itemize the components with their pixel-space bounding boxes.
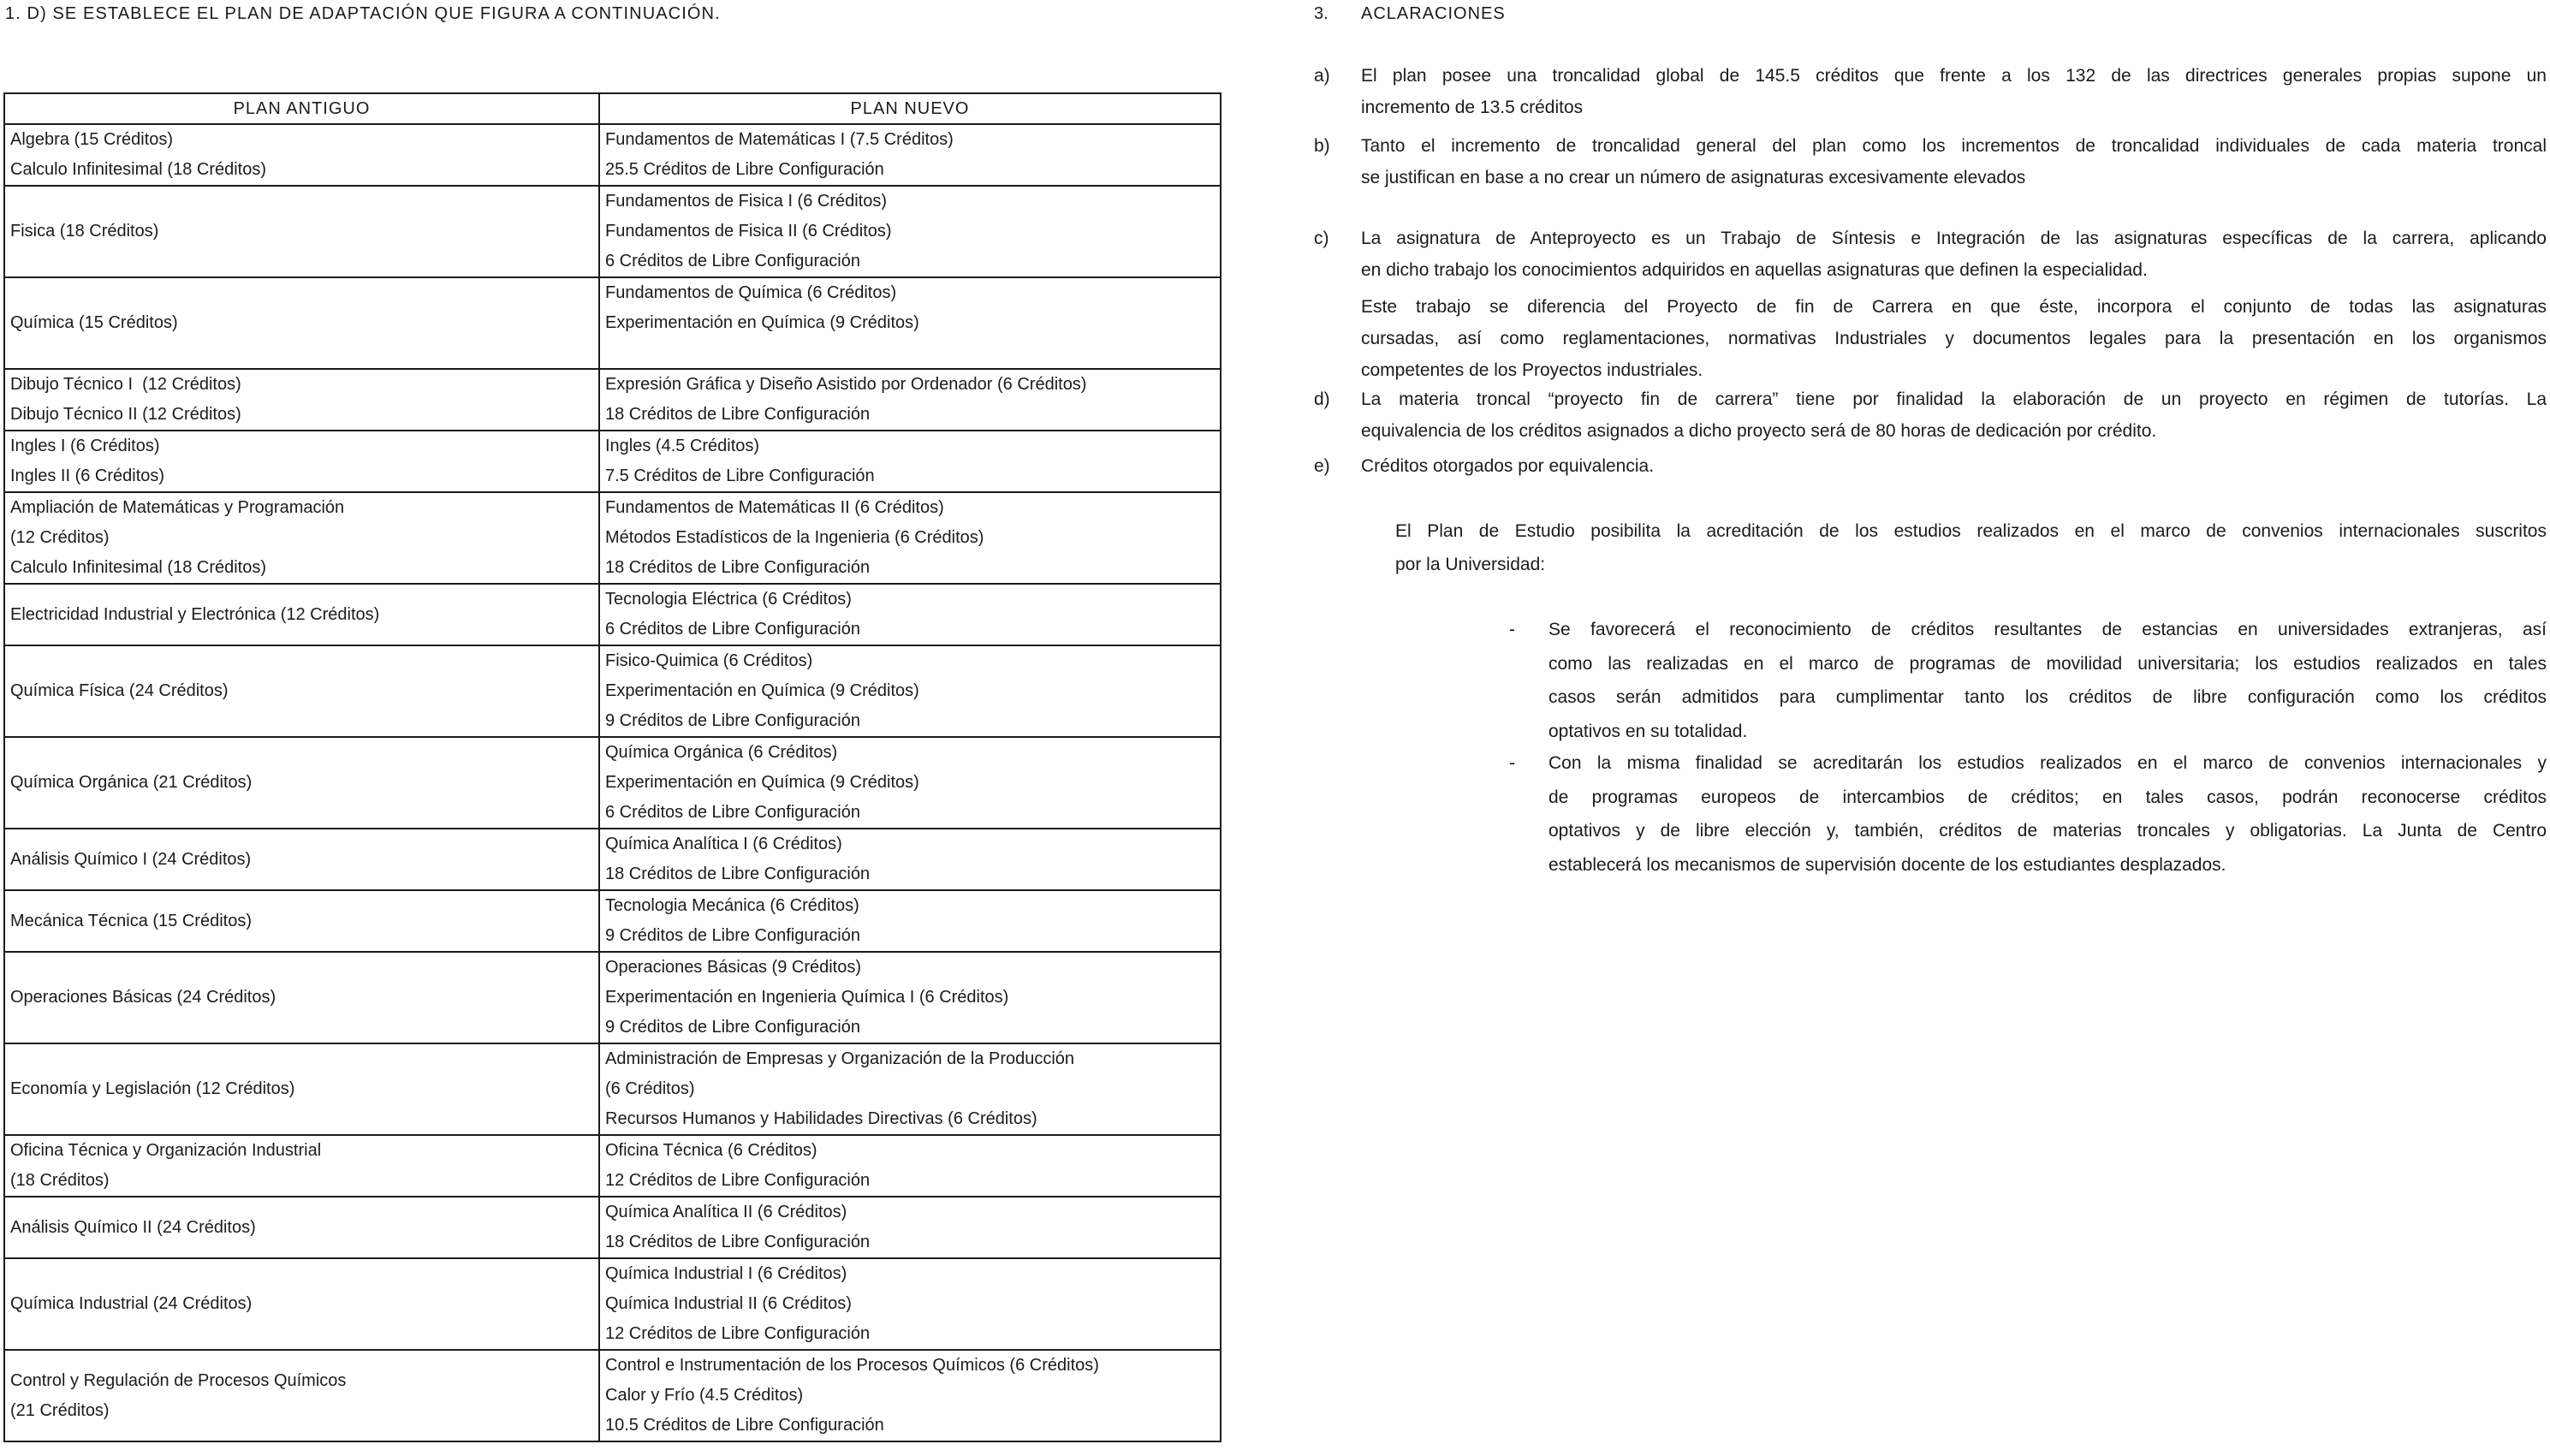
bullet-text — [1548, 746, 2547, 882]
text-line: casos serán admitidos para cumplimentar tanto los créditos de libre configuración como los créditos — [1548, 687, 2547, 707]
new-plan-line: Calor y Frío (4.5 Créditos) — [605, 1386, 804, 1405]
new-plan-line: Química Orgánica (6 Créditos) — [605, 743, 838, 762]
old-plan-cell — [4, 124, 599, 186]
new-plan-line: Administración de Empresas y Organización de la Producción — [605, 1049, 1075, 1068]
text-line: La asignatura de Anteproyecto es un Trabajo de Síntesis e Integración de las asignaturas específicas de la carrera, aplicando — [1361, 229, 2547, 248]
text-line: Se favorecerá el reconocimiento de créditos resultantes de estancias en universidades extranjeras, así — [1548, 620, 2547, 639]
old-plan-line: (18 Créditos) — [10, 1171, 110, 1190]
old-plan-line: Control y Regulación de Procesos Químicos — [10, 1370, 347, 1390]
new-plan-cell — [599, 186, 1221, 277]
new-plan-line: Fundamentos de Química (6 Créditos) — [605, 283, 897, 302]
section-number: 3. — [1314, 4, 1328, 23]
item-text — [1361, 60, 2547, 123]
bullet-marker: - — [1509, 753, 1515, 773]
old-plan-cell — [4, 645, 599, 737]
old-plan-header: PLAN ANTIGUO — [4, 93, 599, 124]
table-row — [4, 492, 1221, 584]
new-plan-line: Fundamentos de Matemáticas II (6 Créditos) — [605, 498, 944, 517]
table-row — [4, 124, 1221, 186]
old-plan-line: Química Orgánica (21 Créditos) — [10, 773, 253, 792]
new-plan-line: Ingles (4.5 Créditos) — [605, 437, 760, 455]
text-line: por la Universidad: — [1395, 555, 1546, 574]
table-row — [4, 584, 1221, 645]
old-plan-line: Ampliación de Matemáticas y Programación — [10, 498, 345, 517]
adaptation-plan-table — [3, 92, 1222, 1442]
new-plan-line: 18 Créditos de Libre Configuración — [605, 558, 871, 577]
new-plan-header: PLAN NUEVO — [599, 93, 1221, 124]
text-line: Créditos otorgados por equivalencia. — [1361, 456, 1655, 476]
text-line: La materia troncal “proyecto fin de carrera” tiene por finalidad la elaboración de un proyecto en régimen de tutorías. La — [1361, 389, 2547, 409]
text-line: optativos y de libre elección y, también, créditos de materias troncales y obligatorias. La Junta de Centro — [1548, 821, 2547, 841]
text-line: equivalencia de los créditos asignados a dicho proyecto será de 80 horas de dedicación por crédito. — [1361, 421, 2157, 441]
adaptation-plan-heading: 1. D) SE ESTABLECE EL PLAN DE ADAPTACIÓN QUE FIGURA A CONTINUACIÓN. — [5, 4, 721, 23]
text-line: Este trabajo se diferencia del Proyecto de fin de Carrera en que éste, incorpora el conjunto de todas las asignaturas — [1361, 297, 2547, 317]
old-plan-cell — [4, 1350, 599, 1441]
table-header — [4, 93, 1221, 124]
old-plan-line: Operaciones Básicas (24 Créditos) — [10, 988, 276, 1007]
new-plan-line: Expresión Gráfica y Diseño Asistido por Ordenador (6 Créditos) — [605, 375, 1087, 394]
new-plan-line: Química Analítica II (6 Créditos) — [605, 1203, 847, 1221]
new-plan-line: 6 Créditos de Libre Configuración — [605, 252, 860, 270]
old-plan-cell — [4, 1043, 599, 1135]
text-line: El Plan de Estudio posibilita la acreditación de los estudios realizados en el marco de convenios internacionales suscritos — [1395, 521, 2547, 541]
new-plan-line: Fundamentos de Fisica I (6 Créditos) — [605, 192, 888, 211]
new-plan-line: 12 Créditos de Libre Configuración — [605, 1171, 871, 1190]
item-text — [1361, 383, 2547, 447]
new-plan-line: 10.5 Créditos de Libre Configuración — [605, 1416, 884, 1435]
new-plan-line: Fisico-Quimica (6 Créditos) — [605, 651, 813, 670]
old-plan-line: Análisis Químico II (24 Créditos) — [10, 1217, 256, 1237]
new-plan-line: 9 Créditos de Libre Configuración — [605, 711, 860, 730]
new-plan-line: (6 Créditos) — [605, 1079, 695, 1098]
text-line: Con la misma finalidad se acreditarán los estudios realizados en el marco de convenios internacionales y — [1548, 753, 2547, 773]
old-plan-line: (21 Créditos) — [10, 1400, 110, 1420]
table-row — [4, 1197, 1221, 1258]
section-title: ACLARACIONES — [1361, 4, 1506, 23]
text-line: se justifican en base a no crear un número de asignaturas excesivamente elevados — [1361, 168, 2026, 187]
table-row — [4, 1043, 1221, 1135]
table-row — [4, 890, 1221, 952]
new-plan-cell — [599, 492, 1221, 584]
old-plan-cell — [4, 431, 599, 492]
old-plan-line: Algebra (15 Créditos) — [10, 130, 174, 149]
old-plan-line: (12 Créditos) — [10, 528, 110, 547]
old-plan-line: Química Física (24 Créditos) — [10, 681, 229, 700]
new-plan-cell — [599, 1197, 1221, 1258]
item-label: a) — [1314, 66, 1330, 86]
old-plan-line: Ingles I (6 Créditos) — [10, 437, 160, 455]
old-plan-cell — [4, 1197, 599, 1258]
table-row — [4, 1135, 1221, 1197]
text-line: Tanto el incremento de troncalidad general del plan como los incrementos de troncalidad individuales de cada materia troncal — [1361, 136, 2547, 156]
item-text — [1361, 223, 2547, 286]
old-plan-line: Calculo Infinitesimal (18 Créditos) — [10, 558, 267, 577]
table-row — [4, 1258, 1221, 1350]
new-plan-cell — [599, 952, 1221, 1043]
new-plan-cell — [599, 277, 1221, 369]
new-plan-line: Recursos Humanos y Habilidades Directivas (6 Créditos) — [605, 1109, 1037, 1128]
item-label: e) — [1314, 456, 1330, 476]
old-plan-cell — [4, 492, 599, 584]
new-plan-line: Fundamentos de Matemáticas I (7.5 Créditos) — [605, 130, 954, 149]
table-row — [4, 645, 1221, 737]
text-line: incremento de 13.5 créditos — [1361, 98, 1584, 117]
new-plan-line: 25.5 Créditos de Libre Configuración — [605, 160, 884, 179]
text-line: El plan posee una troncalidad global de 145.5 créditos que frente a los 132 de las directrices generales propias supone un — [1361, 66, 2547, 86]
new-plan-line: Tecnologia Eléctrica (6 Créditos) — [605, 590, 852, 609]
old-plan-line: Ingles II (6 Créditos) — [10, 467, 165, 485]
table-row — [4, 737, 1221, 829]
new-plan-line: Química Analítica I (6 Créditos) — [605, 835, 842, 853]
old-plan-line: Calculo Infinitesimal (18 Créditos) — [10, 160, 267, 179]
new-plan-cell — [599, 431, 1221, 492]
new-plan-line: 18 Créditos de Libre Configuración — [605, 405, 871, 424]
old-plan-cell — [4, 277, 599, 369]
text-line: en dicho trabajo los conocimientos adquiridos en aquellas asignaturas que definen la especialidad. — [1361, 260, 2148, 280]
new-plan-cell — [599, 645, 1221, 737]
new-plan-cell — [599, 737, 1221, 829]
old-plan-line: Oficina Técnica y Organización Industrial — [10, 1141, 322, 1160]
table-row — [4, 186, 1221, 277]
old-plan-cell — [4, 1258, 599, 1350]
old-plan-cell — [4, 890, 599, 952]
new-plan-line: Oficina Técnica (6 Créditos) — [605, 1141, 817, 1160]
item-text — [1361, 450, 2547, 482]
new-plan-cell — [599, 829, 1221, 890]
text-line: cursadas, así como reglamentaciones, normativas Industriales y documentos legales para la presentación en los organismos — [1361, 329, 2547, 348]
new-plan-line: 6 Créditos de Libre Configuración — [605, 803, 860, 822]
new-plan-line: 18 Créditos de Libre Configuración — [605, 865, 871, 883]
old-plan-line: Dibujo Técnico I (12 Créditos) — [10, 375, 241, 394]
new-plan-line: Experimentación en Química (9 Créditos) — [605, 681, 919, 700]
new-plan-line: Tecnologia Mecánica (6 Créditos) — [605, 896, 859, 915]
old-plan-cell — [4, 584, 599, 645]
new-plan-cell — [599, 890, 1221, 952]
old-plan-line: Electricidad Industrial y Electrónica (12 Créditos) — [10, 604, 380, 624]
new-plan-line: Métodos Estadísticos de la Ingenieria (6 Créditos) — [605, 528, 984, 547]
table-row — [4, 431, 1221, 492]
new-plan-line: Fundamentos de Fisica II (6 Créditos) — [605, 222, 892, 241]
new-plan-line: 7.5 Créditos de Libre Configuración — [605, 467, 875, 485]
new-plan-cell — [599, 1135, 1221, 1197]
old-plan-cell — [4, 737, 599, 829]
new-plan-cell — [599, 584, 1221, 645]
old-plan-cell — [4, 369, 599, 431]
study-plan-paragraph — [1395, 514, 2547, 581]
new-plan-cell — [599, 124, 1221, 186]
item-label: c) — [1314, 229, 1329, 248]
bullet-text — [1548, 613, 2547, 748]
old-plan-cell — [4, 186, 599, 277]
new-plan-line: Experimentación en Química (9 Créditos) — [605, 773, 919, 792]
item-text — [1361, 130, 2547, 193]
text-line: establecerá los mecanismos de supervisión docente de los estudiantes desplazados. — [1548, 854, 2226, 875]
item-label: d) — [1314, 389, 1330, 409]
text-line: competentes de los Proyectos industriales. — [1361, 360, 1703, 380]
table-body — [4, 124, 1221, 1441]
new-plan-cell — [599, 1350, 1221, 1441]
new-plan-cell — [599, 1043, 1221, 1135]
old-plan-line: Mecánica Técnica (15 Créditos) — [10, 911, 252, 930]
old-plan-cell — [4, 1135, 599, 1197]
old-plan-line: Química Industrial (24 Créditos) — [10, 1294, 253, 1313]
table-row — [4, 952, 1221, 1043]
new-plan-line: Química Industrial II (6 Créditos) — [605, 1294, 852, 1313]
old-plan-line: Análisis Químico I (24 Créditos) — [10, 849, 252, 869]
table-row — [4, 829, 1221, 890]
new-plan-line: Experimentación en Química (9 Créditos) — [605, 313, 919, 332]
new-plan-line: 9 Créditos de Libre Configuración — [605, 1018, 860, 1037]
table-row — [4, 1350, 1221, 1441]
table-row — [4, 369, 1221, 431]
old-plan-line: Economía y Legislación (12 Créditos) — [10, 1079, 295, 1098]
item-label: b) — [1314, 136, 1330, 156]
new-plan-cell — [599, 369, 1221, 431]
old-plan-line: Química (15 Créditos) — [10, 313, 178, 332]
new-plan-line: Experimentación en Ingenieria Química I (6 Créditos) — [605, 988, 1009, 1007]
old-plan-cell — [4, 952, 599, 1043]
old-plan-line: Fisica (18 Créditos) — [10, 222, 159, 241]
old-plan-line: Dibujo Técnico II (12 Créditos) — [10, 405, 241, 424]
bullet-marker: - — [1509, 620, 1515, 639]
new-plan-line: Operaciones Básicas (9 Créditos) — [605, 958, 862, 977]
table-row — [4, 277, 1221, 369]
new-plan-line: 18 Créditos de Libre Configuración — [605, 1233, 871, 1251]
new-plan-line: 9 Créditos de Libre Configuración — [605, 926, 860, 945]
new-plan-line: 12 Créditos de Libre Configuración — [605, 1324, 871, 1343]
new-plan-line: 6 Créditos de Libre Configuración — [605, 620, 860, 639]
text-line: como las realizadas en el marco de programas de movilidad universitaria; los estudios realizados en tales — [1548, 653, 2547, 674]
text-line: de programas europeos de intercambios de créditos; en tales casos, podrán reconocerse créditos — [1548, 787, 2547, 807]
new-plan-line: Control e Instrumentación de los Procesos Químicos (6 Créditos) — [605, 1356, 1099, 1375]
clarification-item-c-continuation — [1361, 291, 2547, 386]
table-header-row — [4, 93, 1221, 124]
new-plan-cell — [599, 1258, 1221, 1350]
text-line: optativos en su totalidad. — [1548, 721, 1748, 741]
old-plan-cell — [4, 829, 599, 890]
new-plan-line: Química Industrial I (6 Créditos) — [605, 1264, 847, 1283]
